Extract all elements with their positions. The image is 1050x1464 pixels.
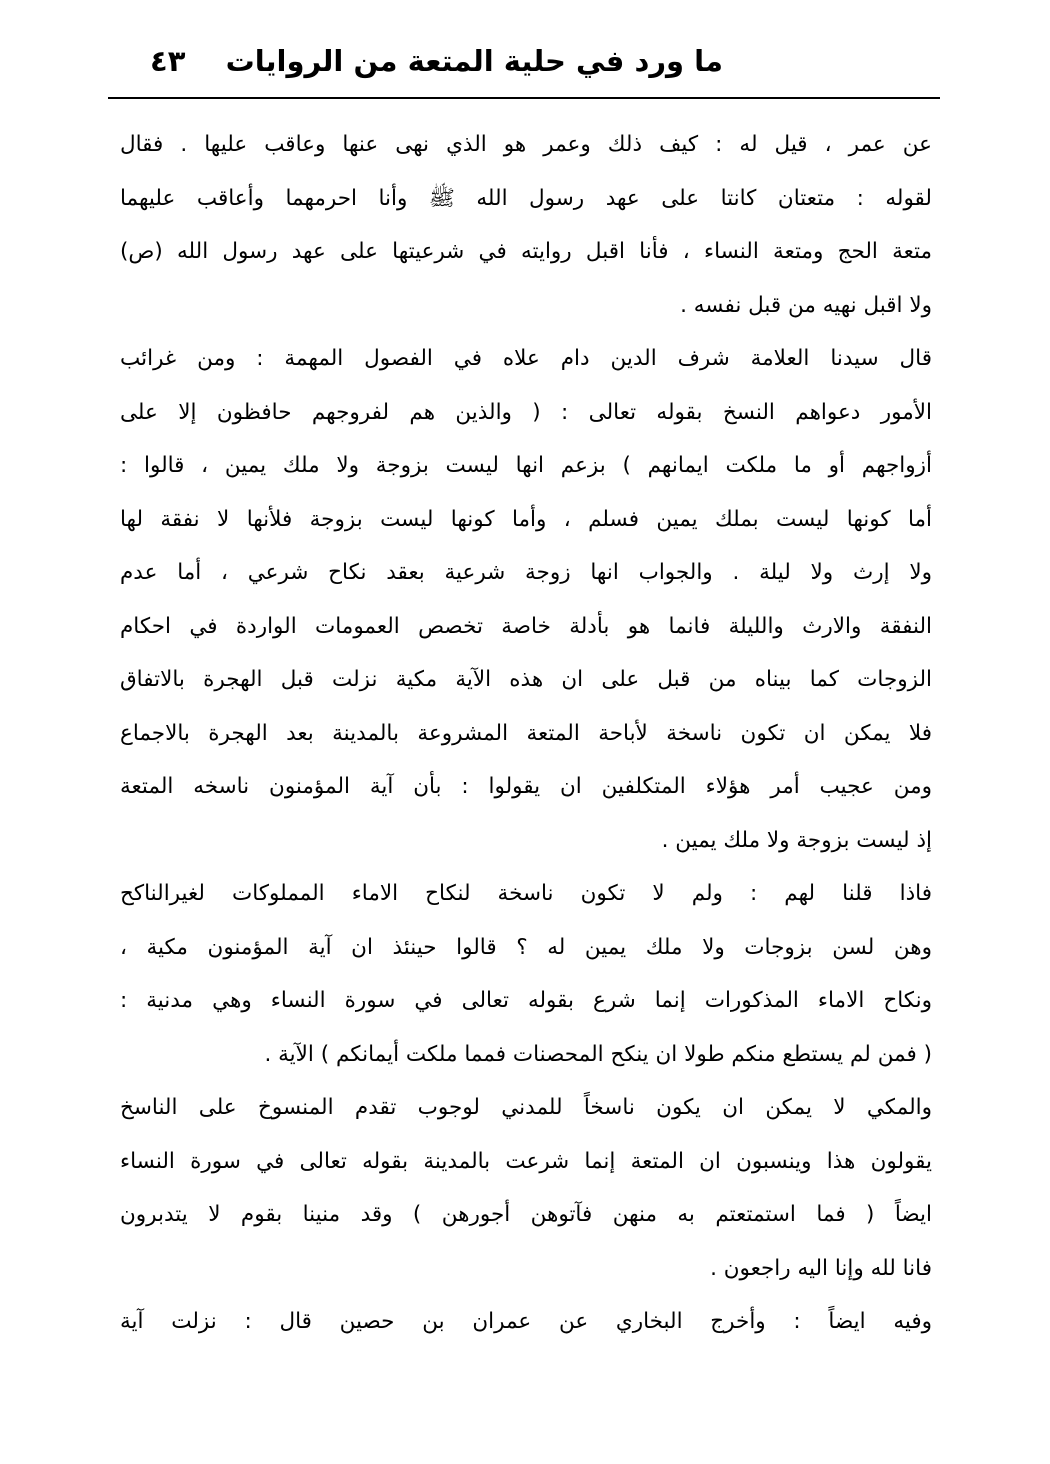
page-header bbox=[108, 40, 938, 98]
page-number: ٤٣ bbox=[150, 44, 186, 78]
running-title: ما ورد في حلية المتعة من الروايات bbox=[225, 44, 723, 78]
text-line: فانا لله وإنا اليه راجعون . bbox=[710, 1255, 932, 1281]
body-text bbox=[120, 118, 932, 1349]
text-line: ( فمن لم يستطع منكم طولا ان ينكح المحصنات فمما ملكت أيمانكم ) الآية . bbox=[264, 1041, 932, 1067]
text-line: والمكي لا يمكن ان يكون ناسخاً للمدني لوجوب تقدم المنسوخ على الناسخ bbox=[120, 1095, 932, 1120]
text-line: إذ ليست بزوجة ولا ملك يمين . bbox=[661, 827, 932, 853]
text-line: ومن عجيب أمر هؤلاء المتكلفين ان يقولوا : بأن آية المؤمنون ناسخه المتعة bbox=[120, 774, 932, 799]
text-line: الزوجات كما بيناه من قبل على ان هذه الآية مكية نزلت قبل الهجرة بالاتفاق bbox=[120, 667, 932, 692]
text-line: وهن لسن بزوجات ولا ملك يمين له ؟ قالوا حينئذ ان آية المؤمنون مكية ، bbox=[120, 934, 932, 960]
header-rule bbox=[108, 97, 940, 99]
text-line: أما كونها ليست بملك يمين فسلم ، وأما كونها ليست بزوجة فلأنها لا نفقة لها bbox=[120, 506, 932, 532]
text-line: الأمور دعواهم النسخ بقوله تعالى : ( والذين هم لفروجهم حافظون إلا على bbox=[120, 399, 932, 425]
text-line: يقولون هذا وينسبون ان المتعة إنما شرعت بالمدينة بقوله تعالى في سورة النساء bbox=[120, 1148, 932, 1174]
text-line: فلا يمكن ان تكون ناسخة لأباحة المتعة المشروعة بالمدينة بعد الهجرة بالاجماع bbox=[120, 720, 932, 746]
text-line: قال سيدنا العلامة شرف الدين دام علاه في الفصول المهمة : ومن غرائب bbox=[120, 346, 932, 371]
text-line: عن عمر ، قيل له : كيف ذلك وعمر هو الذي نهى عنها وعاقب عليها . فقال bbox=[120, 132, 932, 157]
text-line: متعة الحج ومتعة النساء ، فأنا اقبل روايته في شرعيتها على عهد رسول الله (ص) bbox=[120, 239, 932, 264]
text-line: أزواجهم أو ما ملكت ايمانهم ) بزعم انها ليست بزوجة ولا ملك يمين ، قالوا : bbox=[120, 453, 932, 478]
text-line: ولا اقبل نهيه من قبل نفسه . bbox=[680, 292, 932, 318]
text-line: وفيه ايضاً : وأخرج البخاري عن عمران بن حصين قال : نزلت آية bbox=[120, 1309, 932, 1334]
text-line: ولا إرث ولا ليلة . والجواب انها زوجة شرعية بعقد نكاح شرعي ، أما عدم bbox=[120, 560, 932, 585]
text-line: النفقة والارث والليلة فانما هو بأدلة خاصة تخصص العمومات الواردة في احكام bbox=[120, 613, 932, 639]
text-line: ايضاً ( فما استمتعتم به منهن فآتوهن أجورهن ) وقد منينا بقوم لا يتدبرون bbox=[120, 1202, 932, 1227]
text-line: ونكاح الاماء المذكورات إنما شرع بقوله تعالى في سورة النساء وهي مدنية : bbox=[120, 988, 932, 1013]
text-line: لقوله : متعتان كانتا على عهد رسول الله ﷺ وأنا احرمهما وأعاقب عليهما bbox=[120, 185, 932, 211]
text-line: فاذا قلنا لهم : ولم لا تكون ناسخة لنكاح الاماء المملوكات لغيرالناكح bbox=[120, 881, 932, 906]
